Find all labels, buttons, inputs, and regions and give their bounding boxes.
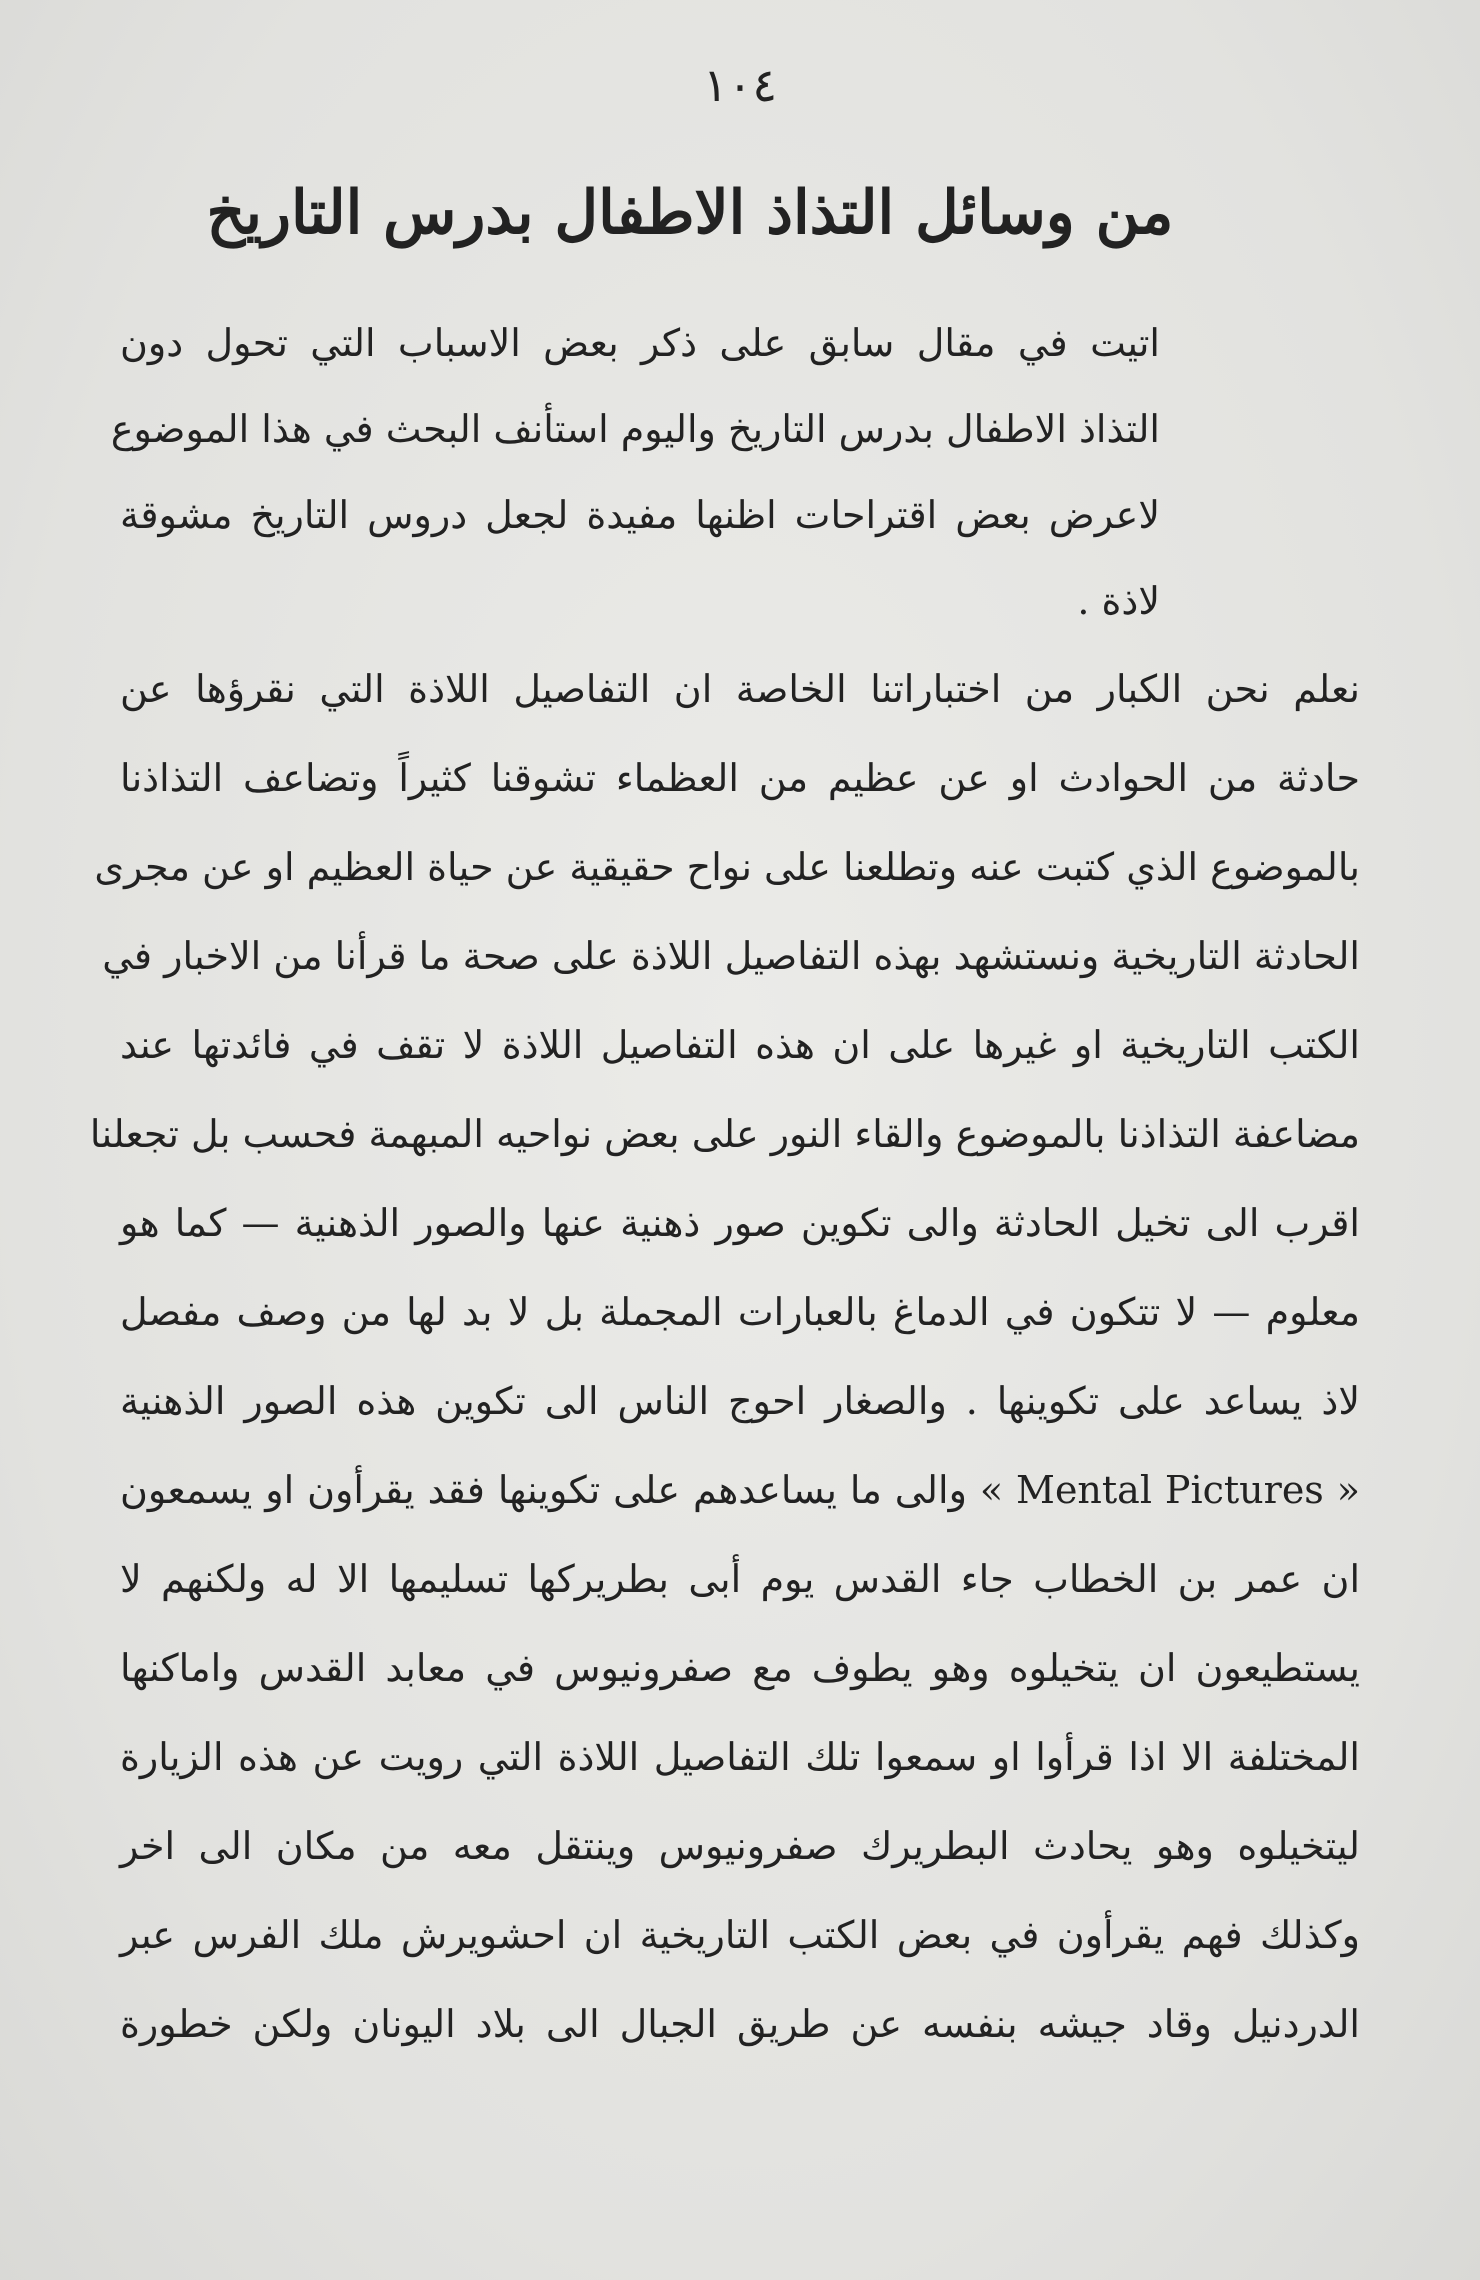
body-line: الكتب التاريخية او غيرها على ان هذه التفاصيل اللاذة لا تقف في فائدتها عند [120, 1023, 1360, 1067]
body-line: وكذلك فهم يقرأون في بعض الكتب التاريخية ان احشويرش ملك الفرس عبر [120, 1913, 1360, 1957]
body-line: « Mental Pictures » والى ما يساعدهم على تكوينها فقد يقرأون او يسمعون [120, 1468, 1361, 1512]
body-line: المختلفة الا اذا قرأوا او سمعوا تلك التفاصيل اللاذة التي رويت عن هذه الزيارة [120, 1735, 1360, 1779]
intro-line: لاذة . [1077, 579, 1160, 623]
intro-line: لاعرض بعض اقتراحات اظنها مفيدة لجعل دروس التاريخ مشوقة [120, 493, 1160, 537]
body-line: الدردنيل وقاد جيشه بنفسه عن طريق الجبال الى بلاد اليونان ولكن خطورة [120, 2002, 1360, 2046]
body-line: يستطيعون ان يتخيلوه وهو يطوف مع صفرونيوس في معابد القدس واماكنها [120, 1646, 1360, 1690]
intro-line: اتيت في مقال سابق على ذكر بعض الاسباب التي تحول دون [120, 321, 1160, 365]
body-line: مضاعفة التذاذنا بالموضوع والقاء النور على بعض نواحيه المبهمة فحسب بل تجعلنا [89, 1112, 1360, 1156]
body-line: اقرب الى تخيل الحادثة والى تكوين صور ذهنية عنها والصور الذهنية — كما هو [120, 1201, 1360, 1245]
body-paragraph [89, 645, 1361, 2069]
body-line: بالموضوع الذي كتبت عنه وتطلعنا على نواح حقيقية عن حياة العظيم او عن مجرى [94, 845, 1360, 889]
body-line: معلوم — لا تتكون في الدماغ بالعبارات المجملة بل لا بد لها من وصف مفصل [120, 1290, 1360, 1334]
body-line: حادثة من الحوادث او عن عظيم من العظماء تشوقنا كثيراً وتضاعف التذاذنا [120, 756, 1360, 800]
page-number: ١٠٤ [702, 58, 778, 112]
body-line: ليتخيلوه وهو يحادث البطريرك صفرونيوس وينتقل معه من مكان الى اخر [120, 1824, 1360, 1868]
article-title: من وسائل التذاذ الاطفال بدرس التاريخ [206, 178, 1174, 248]
body-line: لاذ يساعد على تكوينها . والصغار احوج الناس الى تكوين هذه الصور الذهنية [120, 1379, 1360, 1423]
body-line: نعلم نحن الكبار من اختباراتنا الخاصة ان التفاصيل اللاذة التي نقرؤها عن [120, 667, 1360, 711]
body-line: ان عمر بن الخطاب جاء القدس يوم أبى بطريركها تسليمها الا له ولكنهم لا [120, 1557, 1360, 1601]
intro-paragraph [110, 300, 1160, 644]
intro-line: التذاذ الاطفال بدرس التاريخ واليوم استأنف البحث في هذا الموضوع [110, 407, 1160, 451]
body-line: الحادثة التاريخية ونستشهد بهذه التفاصيل اللاذة على صحة ما قرأنا من الاخبار في [102, 934, 1360, 978]
